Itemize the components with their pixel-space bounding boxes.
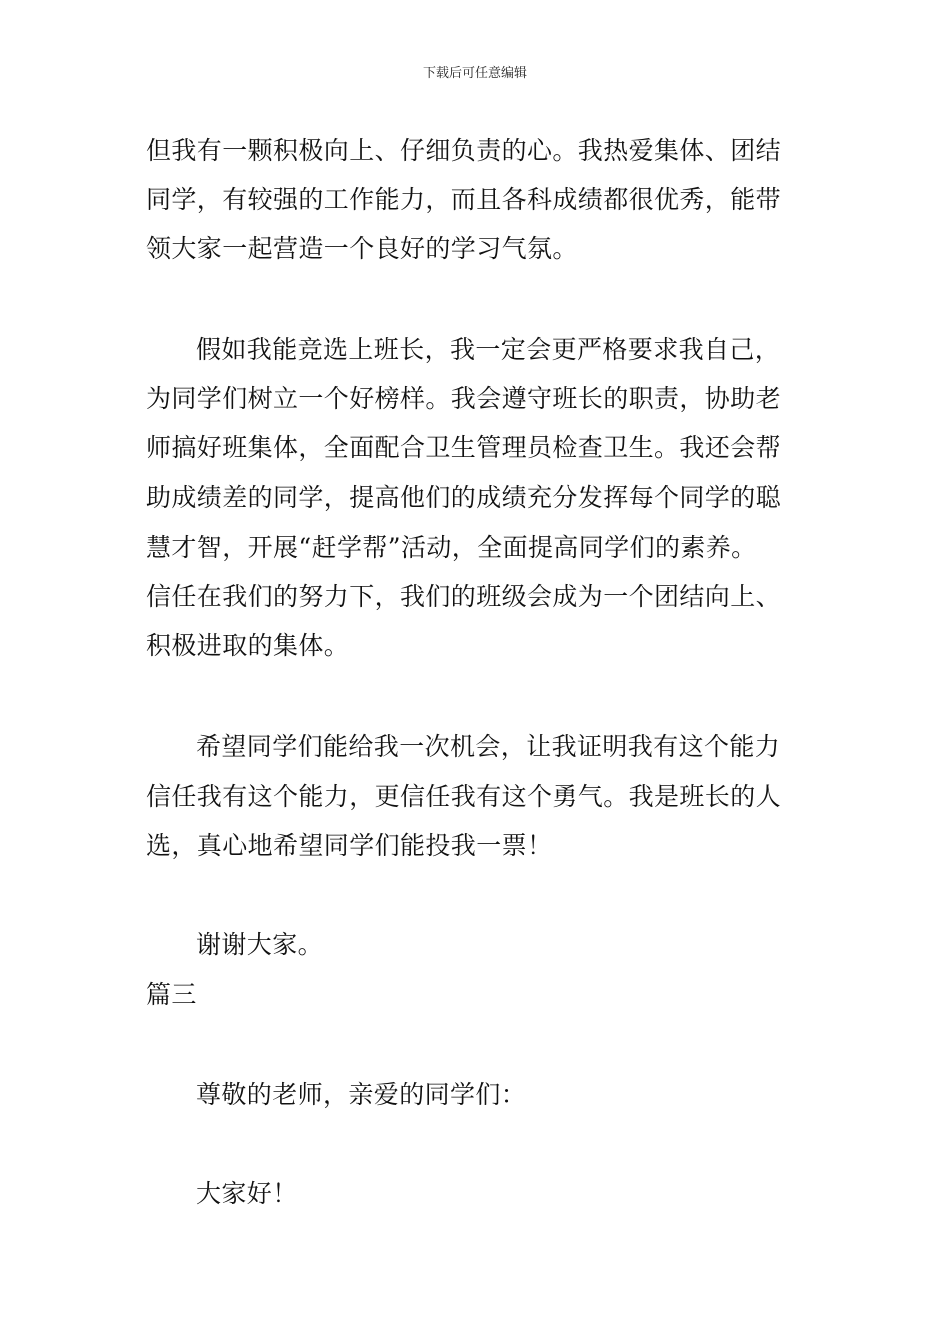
salutation: 尊敬的老师，亲爱的同学们： (196, 1080, 527, 1109)
paragraph-2-line-1: 假如我能竞选上班长，我一定会更严格要求我自己， (196, 335, 781, 364)
paragraph-2-line-4: 助成绩差的同学，提高他们的成绩充分发挥每个同学的聪 (146, 483, 782, 512)
section-heading: 篇三 (146, 980, 197, 1009)
paragraph-1-line-2: 同学，有较强的工作能力，而且各科成绩都很优秀，能带 (146, 185, 782, 214)
paragraph-1-line-1: 但我有一颗积极向上、仔细负责的心。我热爱集体、团结 (146, 136, 782, 165)
paragraph-2-line-3: 师搞好班集体，全面配合卫生管理员检查卫生。我还会帮 (146, 433, 782, 462)
paragraph-2-line-2: 为同学们树立一个好榜样。我会遵守班长的职责，协助老 (146, 384, 782, 413)
paragraph-3-line-1: 希望同学们能给我一次机会，让我证明我有这个能力 (196, 732, 781, 761)
paragraph-1-line-3: 领大家一起营造一个良好的学习气氛。 (146, 234, 578, 263)
header-note: 下载后可任意编辑 (422, 66, 527, 81)
closing-thanks: 谢谢大家。 (196, 930, 324, 959)
paragraph-2-line-6: 信任在我们的努力下，我们的班级会成为一个团结向上、 (146, 582, 782, 611)
paragraph-2-line-7: 积极进取的集体。 (146, 631, 350, 660)
greeting: 大家好！ (196, 1179, 298, 1208)
paragraph-3-line-3: 选，真心地希望同学们能投我一票！ (146, 831, 553, 860)
paragraph-2-line-5: 慧才智，开展“赶学帮”活动，全面提高同学们的素养。 (146, 533, 757, 562)
paragraph-3-line-2: 信任我有这个能力，更信任我有这个勇气。我是班长的人 (146, 782, 782, 811)
